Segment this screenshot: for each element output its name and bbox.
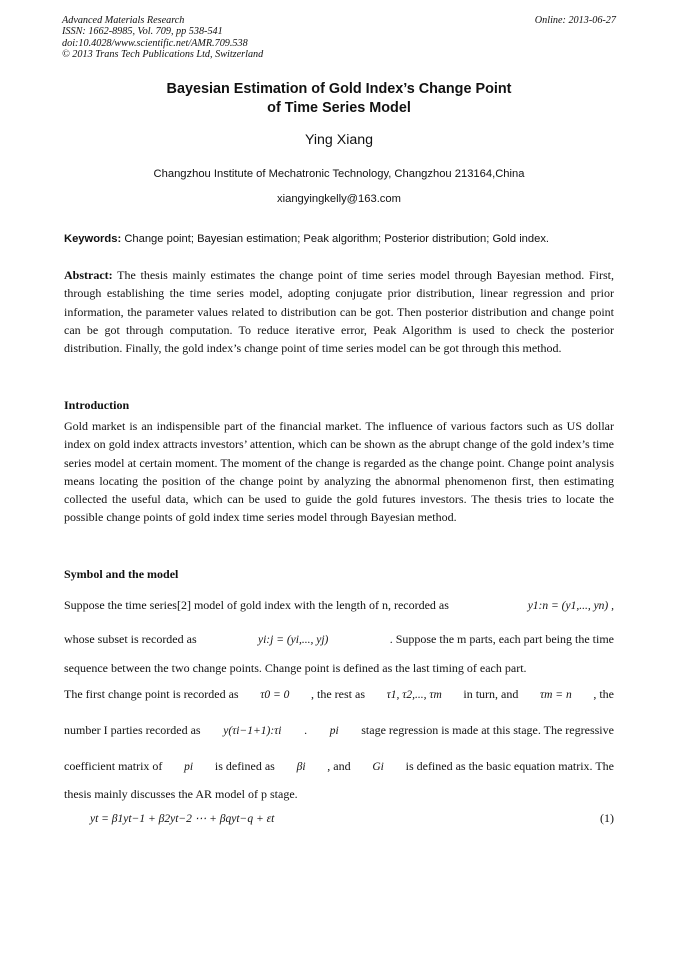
model-line-2-a: whose subset is recorded as [64, 632, 197, 646]
intro-text: Gold market is an indispensible part of the financial market. The influence of various factors such as US dollar index on gold index attracts investors’ attention, which can be shown as the abrupt change of the gold index’s time series model at certain moment. The moment of the change is regarded as the change point. Change point analysis means locating the position of the change point by analyzing the abnormal phenomenon first, then estimating collected the useful data, which can be used to guide the gold futures investors. The thesis tries to locate the possible change points of gold index time series model through Bayesian method. [64, 419, 614, 525]
series-notation: y1:n = (y1,..., yn) , [527, 600, 614, 612]
model-line-1 [64, 598, 614, 613]
equation-number: (1) [600, 811, 614, 825]
author-name: Ying Xiang [304, 132, 374, 148]
tau-sequence: τ1, τ2,..., τm [386, 689, 442, 701]
keywords-label: Keywords: [64, 233, 122, 245]
part-notation: y(τi−1+1):τi [223, 725, 282, 737]
model-line-6-c: , and [327, 759, 351, 773]
beta-i: βi [296, 761, 306, 773]
keywords [64, 233, 624, 245]
model-line-5-c: stage regression is made at this stage. The regressive [361, 723, 614, 737]
author-email: xiangyingkelly@163.com [277, 193, 401, 205]
abstract-label: Abstract: [64, 268, 113, 282]
model-line-5-b: . [304, 723, 308, 737]
model-line-3: sequence between the two change points. Change point is defined as the last timing of each part. [64, 661, 527, 675]
paper-title [0, 80, 678, 117]
journal-header [62, 15, 263, 60]
p-i-2: pi [184, 761, 194, 773]
model-line-6 [64, 759, 614, 774]
ar-equation: yt = β1yt−1 + β2yt−2 ⋯ + βqyt−q + εt [90, 813, 275, 825]
model-line-5 [64, 723, 614, 738]
model-line-7: thesis mainly discusses the AR model of p stage. [64, 787, 298, 801]
title-line-2: of Time Series Model [267, 99, 411, 116]
doi-line: doi:10.4028/www.scientific.net/AMR.709.538 [62, 37, 248, 49]
subset-notation: yi:j = (yi,..., yj) [258, 634, 329, 646]
model-line-1-text: Suppose the time series[2] model of gold index with the length of n, recorded as [64, 598, 449, 612]
model-line-6-a: coefficient matrix of [64, 759, 163, 773]
online-date: Online: 2013-06-27 [534, 15, 616, 26]
model-heading: Symbol and the model [64, 567, 179, 581]
model-line-5-a: number I parties recorded as [64, 723, 201, 737]
model-line-4 [64, 687, 614, 702]
model-line-4-a: The first change point is recorded as [64, 687, 239, 701]
abstract [64, 266, 614, 357]
affiliation: Changzhou Institute of Mechatronic Technology, Changzhou 213164,China [153, 168, 525, 180]
model-line-6-d: is defined as the basic equation matrix. The [405, 759, 614, 773]
tau-zero: τ0 = 0 [260, 689, 290, 701]
title-line-1: Bayesian Estimation of Gold Index’s Change Point [166, 81, 512, 97]
copyright-line: © 2013 Trans Tech Publications Ltd, Switzerland [62, 48, 264, 60]
abstract-text: The thesis mainly estimates the change point of time series model through Bayesian method. First, through establishing the time series model, adopting conjugate prior distribution, linear regression and prior information, the parameter values related to distribution can be got. Then posterior distribution and change point can be got through computation. To reduce iterative error, Peak Algorithm is used to check the posterior distribution. Finally, the gold index’s change point of time series model can be got through this method. [64, 268, 614, 356]
p-i: pi [329, 725, 339, 737]
equation-1 [90, 811, 274, 826]
keywords-text: Change point; Bayesian estimation; Peak algorithm; Posterior distribution; Gold index. [124, 233, 550, 245]
g-i: Gi [372, 761, 384, 773]
model-line-2 [64, 632, 614, 647]
model-line-4-b: , the rest as [311, 687, 365, 701]
tau-m: τm = n [540, 689, 572, 701]
model-line-4-d: , the [593, 687, 614, 701]
model-line-2-b: . Suppose the m parts, each part being the time [389, 632, 614, 646]
intro-heading: Introduction [64, 398, 130, 412]
issn-line: ISSN: 1662-8985, Vol. 709, pp 538-541 [62, 26, 223, 38]
model-line-4-c: in turn, and [463, 687, 519, 701]
journal-name: Advanced Materials Research [62, 15, 185, 26]
model-line-6-b: is defined as [214, 759, 275, 773]
